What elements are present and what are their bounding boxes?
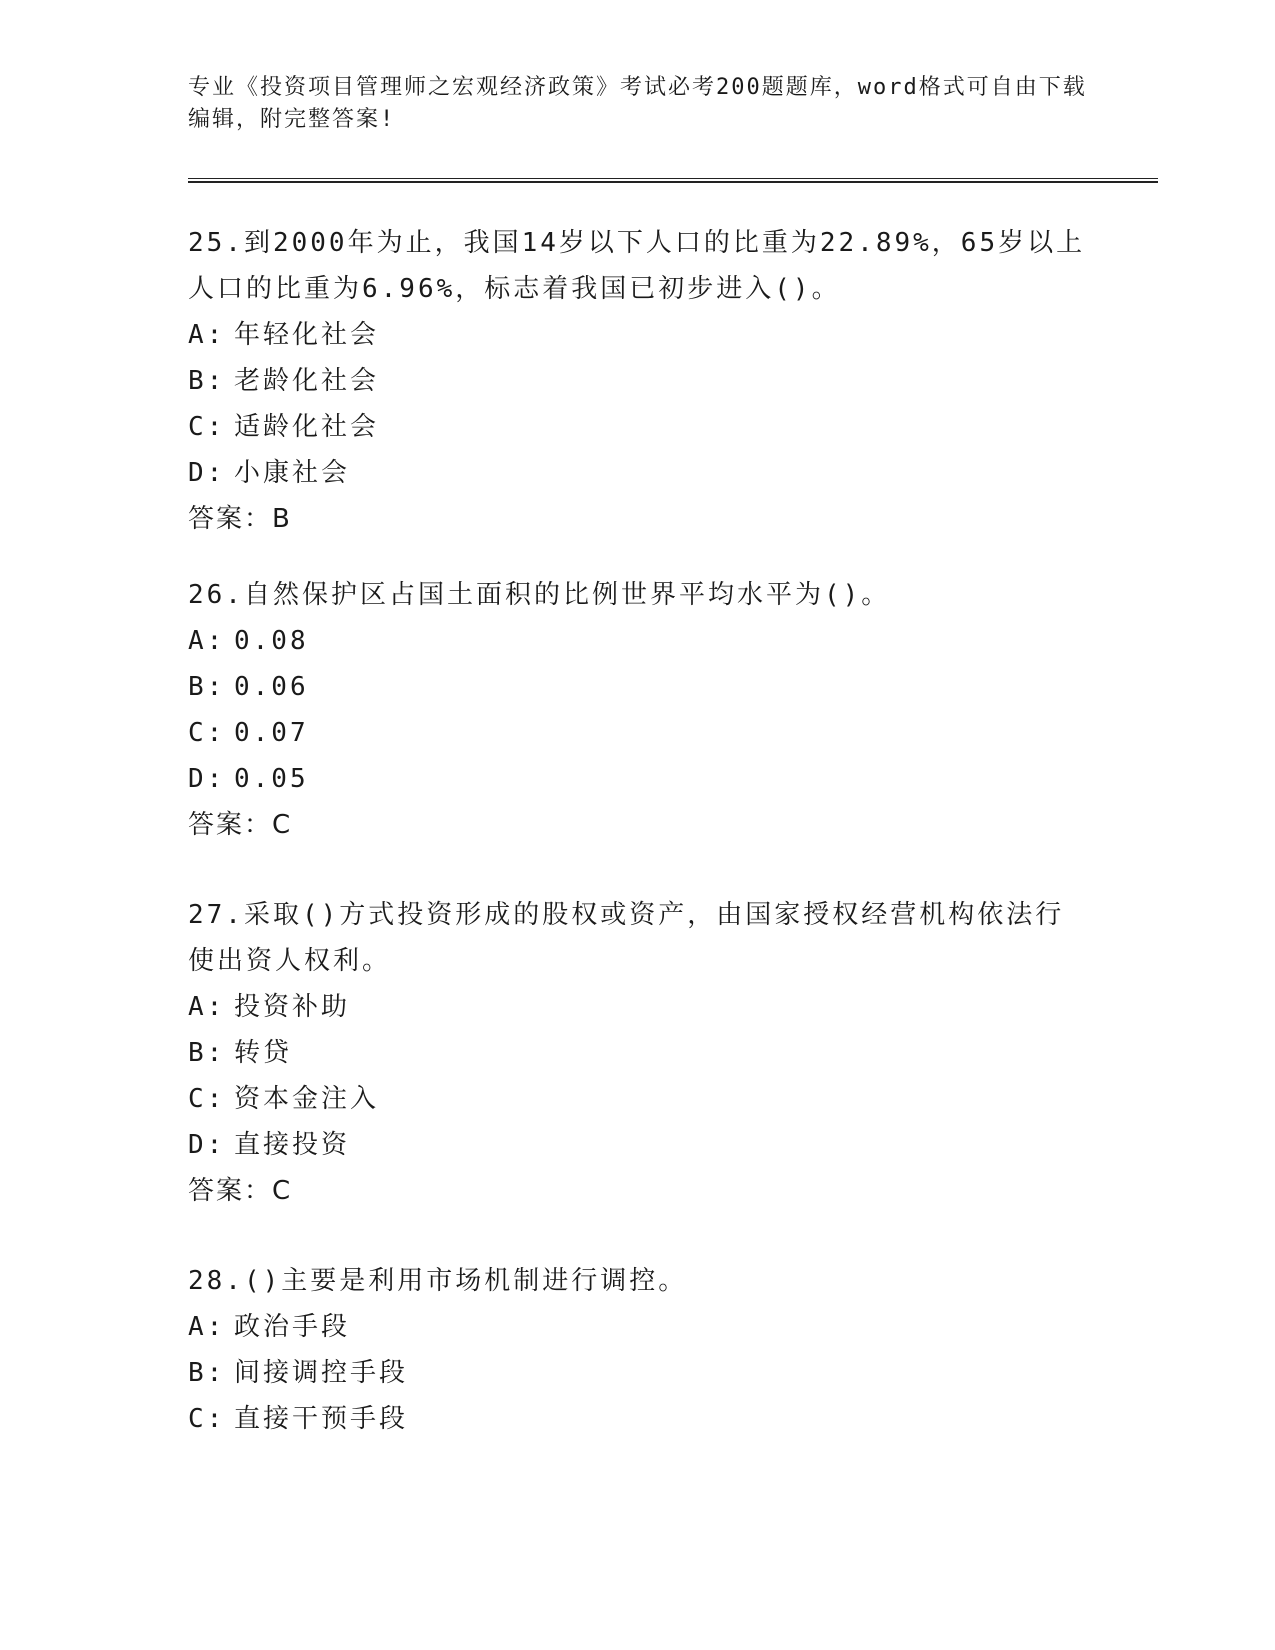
option-c — [188, 404, 1088, 450]
question-27 — [188, 892, 1088, 1214]
option-letter: C: — [188, 412, 226, 442]
option-text: 老龄化社会 — [234, 366, 380, 396]
option-c — [188, 1076, 1088, 1122]
option-text: 小康社会 — [234, 458, 351, 488]
option-text: 转贷 — [234, 1038, 293, 1068]
option-text: 年轻化社会 — [234, 320, 380, 350]
option-letter: B: — [188, 1038, 226, 1068]
option-text: 0.06 — [234, 672, 309, 702]
document-header — [188, 72, 1088, 136]
question-28 — [188, 1258, 1088, 1442]
option-letter: C: — [188, 1404, 226, 1434]
option-d — [188, 1122, 1088, 1168]
option-d — [188, 450, 1088, 496]
option-b — [188, 358, 1088, 404]
option-b — [188, 1350, 1088, 1396]
option-text: 0.05 — [234, 764, 309, 794]
option-letter: C: — [188, 1084, 226, 1114]
option-a — [188, 312, 1088, 358]
option-a — [188, 984, 1088, 1030]
option-text: 适龄化社会 — [234, 412, 380, 442]
question-stem: 25.到2000年为止，我国14岁以下人口的比重为22.89%，65岁以上人口的比重为6.96%，标志着我国已初步进入()。 — [188, 228, 1086, 304]
option-a — [188, 618, 1088, 664]
option-text: 投资补助 — [234, 992, 351, 1022]
question-stem: 28.()主要是利用市场机制进行调控。 — [188, 1266, 688, 1296]
option-letter: A: — [188, 320, 226, 350]
question-stem: 26.自然保护区占国土面积的比例世界平均水平为()。 — [188, 580, 891, 610]
question-25 — [188, 220, 1088, 542]
option-letter: A: — [188, 626, 226, 656]
option-b — [188, 1030, 1088, 1076]
option-a — [188, 1304, 1088, 1350]
header-intro-text: 专业《投资项目管理师之宏观经济政策》考试必考200题题库，word格式可自由下载编辑，附完整答案! — [188, 75, 1087, 132]
header-divider — [188, 178, 1158, 183]
option-letter: B: — [188, 672, 226, 702]
option-letter: C: — [188, 718, 226, 748]
option-text: 间接调控手段 — [234, 1358, 409, 1388]
option-c — [188, 710, 1088, 756]
question-stem: 27.采取()方式投资形成的股权或资产，由国家授权经营机构依法行使出资人权利。 — [188, 900, 1065, 976]
answer-line: 答案：C — [188, 810, 293, 840]
option-letter: D: — [188, 764, 226, 794]
question-26 — [188, 572, 1088, 848]
answer-line: 答案：C — [188, 1176, 293, 1206]
option-text: 直接干预手段 — [234, 1404, 409, 1434]
option-letter: A: — [188, 1312, 226, 1342]
option-letter: B: — [188, 366, 226, 396]
option-c — [188, 1396, 1088, 1442]
option-b — [188, 664, 1088, 710]
option-letter: B: — [188, 1358, 226, 1388]
option-text: 资本金注入 — [234, 1084, 380, 1114]
option-text: 0.08 — [234, 626, 309, 656]
option-letter: D: — [188, 458, 226, 488]
option-letter: A: — [188, 992, 226, 1022]
option-text: 0.07 — [234, 718, 309, 748]
option-text: 政治手段 — [234, 1312, 351, 1342]
option-letter: D: — [188, 1130, 226, 1160]
option-text: 直接投资 — [234, 1130, 351, 1160]
answer-line: 答案：B — [188, 504, 292, 534]
option-d — [188, 756, 1088, 802]
